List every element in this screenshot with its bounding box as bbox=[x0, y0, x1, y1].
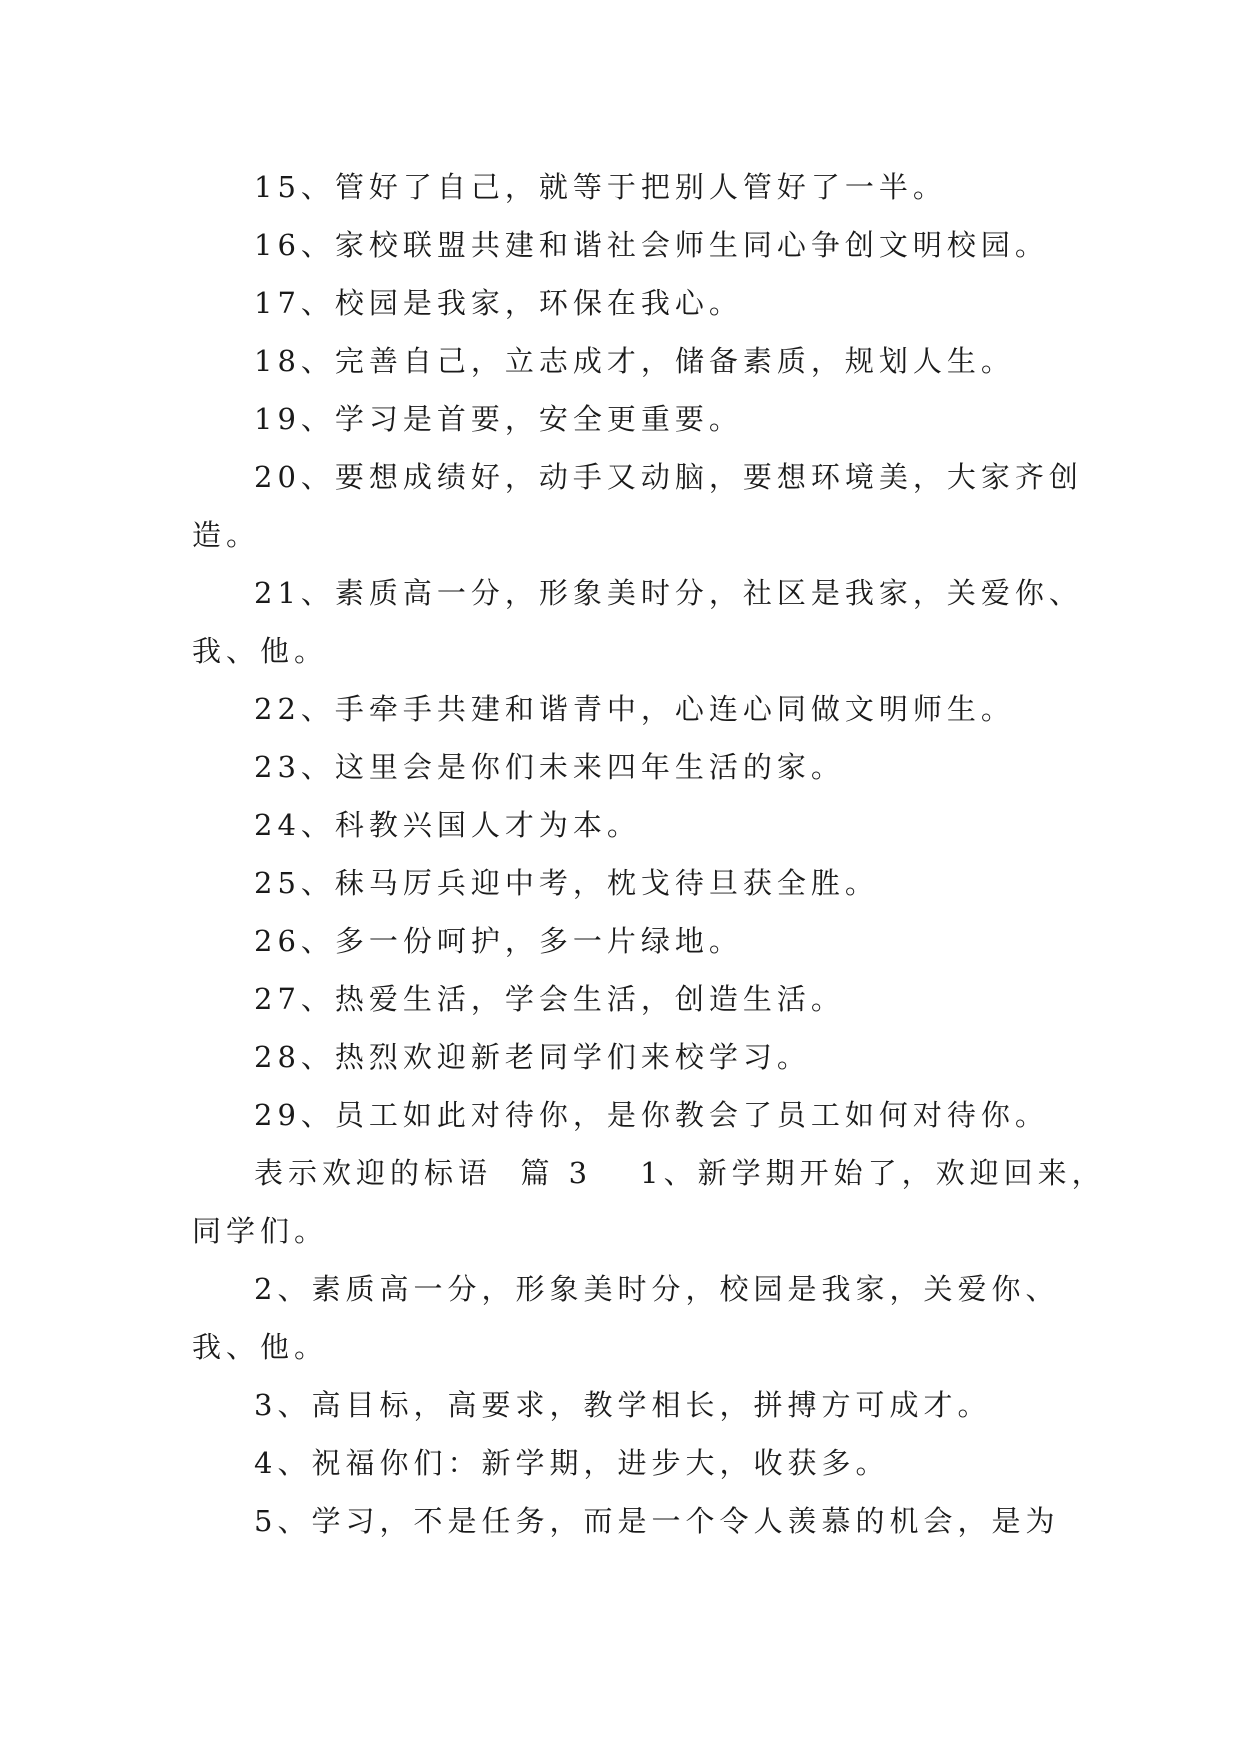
item-text-continued: 我、他。 bbox=[192, 634, 329, 668]
item-text: 4、祝福你们：新学期，进步大，收获多。 bbox=[254, 1446, 890, 1480]
item-number: 23 bbox=[254, 750, 301, 784]
item-number: 18 bbox=[254, 344, 301, 378]
item-number: 24 bbox=[254, 808, 301, 842]
list-item-continuation bbox=[192, 622, 1072, 680]
item-text: 2、素质高一分，形象美时分，校园是我家，关爱你、 bbox=[254, 1272, 1060, 1306]
item-number: 26 bbox=[254, 924, 301, 958]
item-text-continued: 造。 bbox=[192, 518, 261, 552]
list-item bbox=[192, 332, 1072, 390]
list-item bbox=[192, 448, 1083, 506]
item-text: 、管好了自己，就等于把别人管好了一半。 bbox=[300, 170, 947, 204]
item-text-continued: 我、他。 bbox=[192, 1330, 329, 1364]
item-text: 、手牵手共建和谐青中，心连心同做文明师生。 bbox=[300, 692, 1015, 726]
item-text: 、热爱生活，学会生活，创造生活。 bbox=[300, 982, 845, 1016]
item-number: 17 bbox=[254, 286, 301, 320]
item-text: 、科教兴国人才为本。 bbox=[300, 808, 641, 842]
item-text: 、这里会是你们未来四年生活的家。 bbox=[300, 750, 845, 784]
item-number: 15 bbox=[254, 170, 301, 204]
list-item bbox=[192, 216, 1072, 274]
item-text: 、员工如此对待你，是你教会了员工如何对待你。 bbox=[300, 1098, 1049, 1132]
section-heading-line bbox=[192, 1144, 1106, 1202]
item-text: 、热烈欢迎新老同学们来校学习。 bbox=[300, 1040, 811, 1074]
list-item-continuation bbox=[192, 506, 1072, 564]
list-item bbox=[192, 912, 1072, 970]
list-item bbox=[192, 796, 1072, 854]
slogan-list bbox=[192, 158, 1106, 1550]
item-text: 、秣马厉兵迎中考，枕戈待旦获全胜。 bbox=[300, 866, 879, 900]
list-item bbox=[192, 158, 1072, 216]
list-item bbox=[192, 1260, 1072, 1318]
item-text: 、多一份呵护，多一片绿地。 bbox=[300, 924, 743, 958]
list-item bbox=[192, 274, 1072, 332]
list-item bbox=[192, 1434, 1072, 1492]
section-first-item-continued: 同学们。 bbox=[192, 1214, 329, 1248]
item-number: 22 bbox=[254, 692, 301, 726]
list-item bbox=[192, 1492, 1072, 1550]
item-number: 27 bbox=[254, 982, 301, 1016]
list-item bbox=[192, 390, 1072, 448]
item-text: 、学习是首要，安全更重要。 bbox=[300, 402, 743, 436]
item-text: 3、高目标，高要求，教学相长，拼搏方可成才。 bbox=[254, 1388, 992, 1422]
item-text: 5、学习，不是任务，而是一个令人羡慕的机会，是为 bbox=[254, 1504, 1060, 1538]
item-number: 21 bbox=[254, 576, 301, 610]
item-text: 、要想成绩好，动手又动脑，要想环境美，大家齐创 bbox=[300, 460, 1083, 494]
item-number: 16 bbox=[254, 228, 301, 262]
item-number: 19 bbox=[254, 402, 301, 436]
item-text: 、校园是我家，环保在我心。 bbox=[300, 286, 743, 320]
section-title: 表示欢迎的标语 bbox=[254, 1156, 493, 1190]
list-item bbox=[192, 738, 1072, 796]
list-item bbox=[192, 680, 1072, 738]
section-label: 篇 3 bbox=[520, 1156, 593, 1190]
list-item bbox=[192, 854, 1072, 912]
list-item bbox=[192, 970, 1072, 1028]
item-number: 28 bbox=[254, 1040, 301, 1074]
list-item bbox=[192, 564, 1083, 622]
list-item bbox=[192, 1028, 1072, 1086]
item-text: 、家校联盟共建和谐社会师生同心争创文明校园。 bbox=[300, 228, 1049, 262]
list-item-continuation bbox=[192, 1318, 1072, 1376]
item-text: 、完善自己，立志成才，储备素质，规划人生。 bbox=[300, 344, 1015, 378]
section-first-item: 1、新学期开始了，欢迎回来， bbox=[640, 1156, 1106, 1190]
list-item bbox=[192, 1376, 1072, 1434]
item-text: 、素质高一分，形象美时分，社区是我家，关爱你、 bbox=[300, 576, 1083, 610]
item-number: 25 bbox=[254, 866, 301, 900]
list-item-continuation bbox=[192, 1202, 1072, 1260]
item-number: 20 bbox=[254, 460, 301, 494]
list-item bbox=[192, 1086, 1072, 1144]
item-number: 29 bbox=[254, 1098, 301, 1132]
